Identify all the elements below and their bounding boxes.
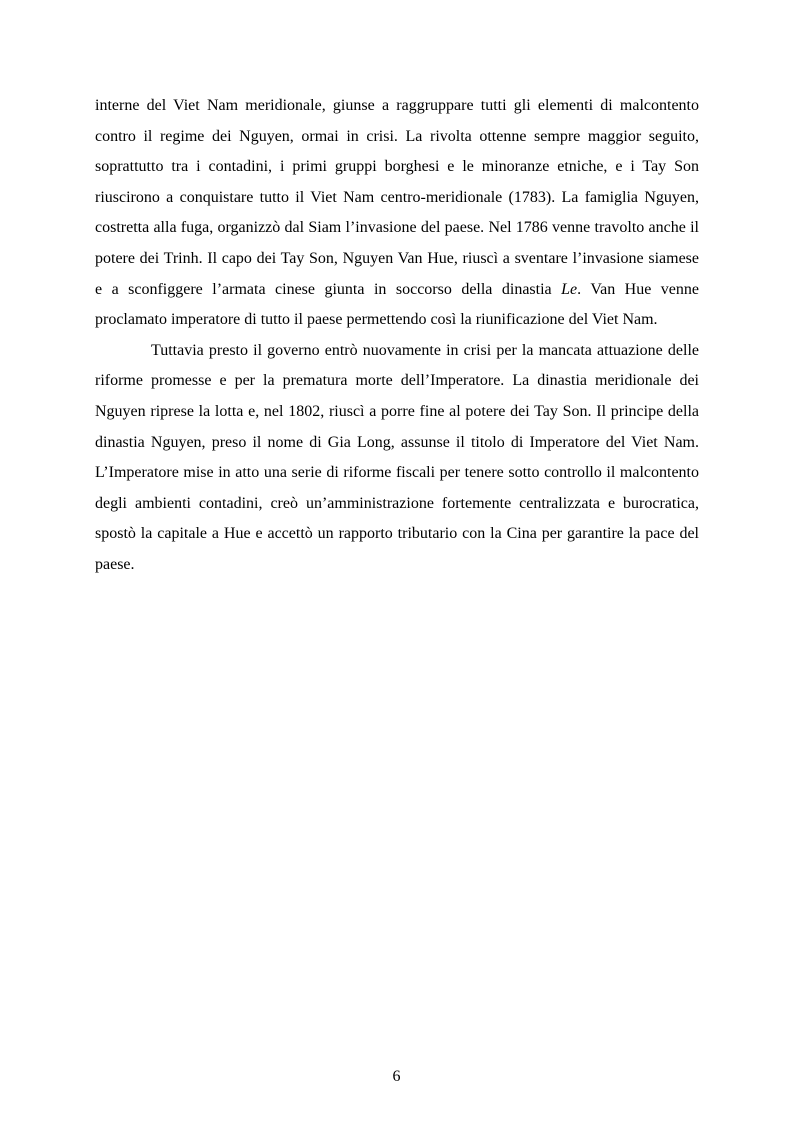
body-text bbox=[95, 91, 699, 581]
paragraph-1 bbox=[95, 91, 699, 336]
paragraph-1-italic-term: Le bbox=[561, 280, 578, 298]
page-number: 6 bbox=[392, 1068, 401, 1085]
paragraph-1-text-start: interne del Viet Nam meridionale, giunse a raggruppare tutti gli elementi di malcontento contro il regime dei Nguyen, ormai in crisi. La rivolta ottenne sempre maggior seguito, soprattutto tra i contadini, i primi gruppi borghesi e le minoranze etniche, e i Tay Son riuscirono a conquistare tutto il Viet Nam centro-meridionale (1783). La famiglia Nguyen, costretta alla fuga, organizzò dal Siam l’invasione del paese. Nel 1786 venne travolto anche il potere dei Trinh. Il capo dei Tay Son, Nguyen Van Hue, riuscì a sventare l’invasione siamese e a sconfiggere l’armata cinese giunta in soccorso della dinastia bbox=[95, 97, 699, 298]
paragraph-1-text-end: . Van Hue venne proclamato imperatore di tutto il paese permettendo così la riunificazione del Viet Nam. bbox=[95, 280, 700, 329]
paragraph-2: Tuttavia presto il governo entrò nuovamente in crisi per la mancata attuazione delle riforme promesse e per la prematura morte dell’Imperatore. La dinastia meridionale dei Nguyen riprese la lotta e, nel 1802, riuscì a porre fine al potere dei Tay Son. Il principe della dinastia Nguyen, preso il nome di Gia Long, assunse il titolo di Imperatore del Viet Nam. L’Imperatore mise in atto una serie di riforme fiscali per tenere sotto controllo il malcontento degli ambienti contadini, creò un’amministrazione fortemente centralizzata e burocratica, spostò la capitale a Hue e accettò un rapporto tributario con la Cina per garantire la pace del paese. bbox=[95, 341, 699, 573]
